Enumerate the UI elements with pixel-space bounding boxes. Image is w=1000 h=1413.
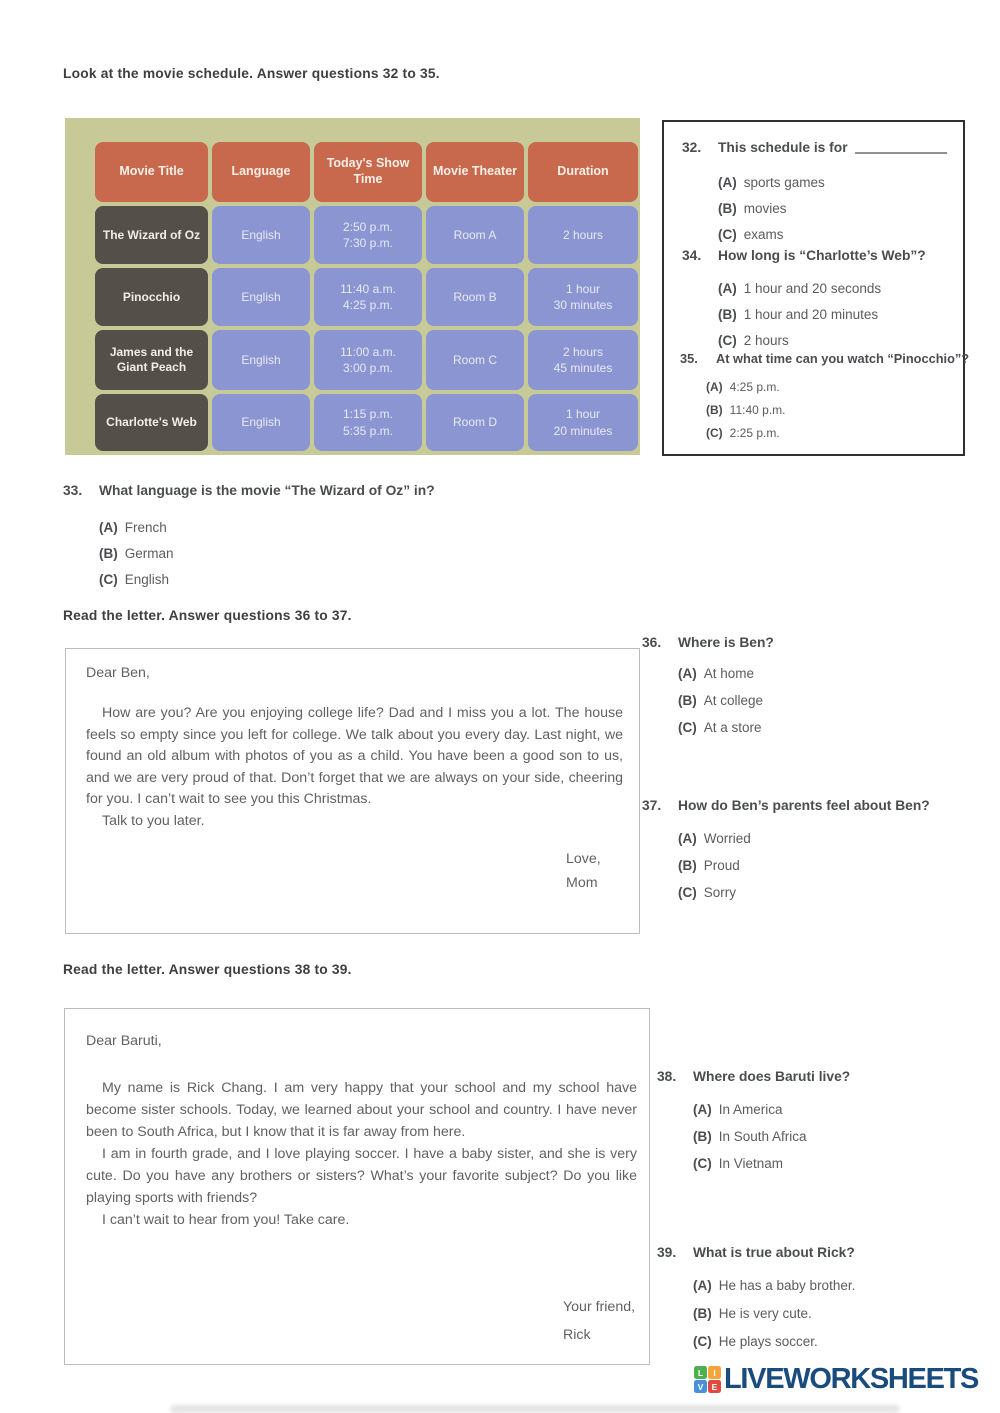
option-label: (A) bbox=[718, 175, 737, 190]
option-37-a[interactable] bbox=[678, 830, 930, 848]
option-36-c[interactable] bbox=[678, 719, 774, 737]
option-label: (A) bbox=[678, 831, 697, 846]
option-text: Sorry bbox=[703, 885, 737, 900]
language-cell: English bbox=[212, 206, 310, 264]
option-text: He has a baby brother. bbox=[718, 1278, 856, 1293]
showtime-cell bbox=[314, 268, 422, 326]
language-cell: English bbox=[212, 268, 310, 326]
option-label: (B) bbox=[706, 403, 723, 417]
question-number: 33. bbox=[63, 483, 83, 498]
logo-square-l: L bbox=[694, 1366, 707, 1379]
question-number: 37. bbox=[642, 798, 662, 813]
option-text: At college bbox=[703, 693, 764, 708]
option-text: At a store bbox=[703, 720, 762, 735]
letter-signer: Rick bbox=[563, 1327, 591, 1343]
showtime-line: 1:15 p.m. bbox=[342, 407, 394, 422]
duration-line: 2 hours bbox=[562, 344, 604, 359]
option-34-c[interactable] bbox=[718, 332, 926, 350]
question-32 bbox=[682, 138, 947, 244]
question-number: 34. bbox=[682, 248, 702, 263]
option-38-a[interactable] bbox=[693, 1101, 850, 1119]
liveworksheets-logo[interactable] bbox=[694, 1363, 979, 1395]
letter-signature bbox=[563, 1293, 635, 1349]
option-32-c[interactable] bbox=[718, 226, 947, 244]
option-text: He plays soccer. bbox=[718, 1334, 818, 1349]
answer-blank bbox=[855, 138, 947, 154]
option-34-b[interactable] bbox=[718, 306, 926, 324]
question-text: This schedule is for bbox=[718, 140, 848, 155]
letter-to-baruti bbox=[64, 1008, 650, 1365]
question-text: How do Ben’s parents feel about Ben? bbox=[678, 798, 930, 813]
movie-title-cell: Pinocchio bbox=[95, 268, 208, 326]
showtime-line: 3:00 p.m. bbox=[342, 361, 394, 375]
logo-square-e: E bbox=[708, 1380, 721, 1393]
col-header-show-time: Today's Show Time bbox=[314, 142, 422, 202]
option-label: (C) bbox=[693, 1334, 712, 1349]
logo-square-v: V bbox=[694, 1380, 707, 1393]
option-text: At home bbox=[703, 666, 755, 681]
theater-cell: Room D bbox=[426, 394, 524, 451]
movie-title-cell: James and the Giant Peach bbox=[95, 330, 208, 390]
letter-paragraph: How are you? Are you enjoying college life? Dad and I miss you a lot. The house feels so empty since you left for college. We talk about you every day. Last night, we found an old album with photos of you as a child. You have been a good son to us, and we are very proud of that. Don’t forget that we are always on your side, cheering for you. I can’t wait to see you this Christmas. bbox=[86, 705, 623, 807]
option-32-a[interactable] bbox=[718, 174, 947, 192]
option-label: (A) bbox=[99, 520, 118, 535]
option-text: French bbox=[124, 520, 167, 535]
option-32-b[interactable] bbox=[718, 200, 947, 218]
duration-cell bbox=[528, 330, 638, 390]
section-1-instruction: Look at the movie schedule. Answer questions 32 to 35. bbox=[63, 66, 440, 81]
option-37-c[interactable] bbox=[678, 884, 930, 902]
option-text: 1 hour and 20 seconds bbox=[743, 281, 882, 296]
duration-line: 45 minutes bbox=[553, 361, 613, 375]
letter-paragraph: Talk to you later. bbox=[102, 812, 205, 829]
duration-line: 20 minutes bbox=[553, 423, 613, 438]
option-text: He is very cute. bbox=[718, 1306, 812, 1321]
option-39-a[interactable] bbox=[693, 1277, 855, 1295]
duration-line: 30 minutes bbox=[553, 298, 613, 312]
question-number: 32. bbox=[682, 140, 702, 155]
col-header-language: Language bbox=[212, 142, 310, 202]
option-36-a[interactable] bbox=[678, 665, 774, 683]
letter-salutation: Dear Ben, bbox=[86, 665, 150, 681]
option-text: In America bbox=[718, 1102, 783, 1117]
question-text: Where does Baruti live? bbox=[693, 1069, 851, 1084]
showtime-line: 7:30 p.m. bbox=[342, 236, 394, 250]
question-37 bbox=[642, 796, 930, 902]
showtime-cell bbox=[314, 206, 422, 264]
col-header-movie-title: Movie Title bbox=[95, 142, 208, 202]
option-label: (A) bbox=[678, 666, 697, 681]
duration-line: 2 hours bbox=[562, 227, 604, 242]
option-label: (A) bbox=[693, 1278, 712, 1293]
letter-salutation: Dear Baruti, bbox=[86, 1033, 162, 1049]
question-39 bbox=[657, 1243, 855, 1351]
option-text: German bbox=[124, 546, 174, 561]
option-text: 2:25 p.m. bbox=[729, 426, 780, 440]
question-number: 38. bbox=[657, 1069, 677, 1084]
option-text: exams bbox=[743, 227, 784, 242]
question-number: 36. bbox=[642, 635, 662, 650]
option-33-c[interactable] bbox=[99, 571, 435, 589]
option-35-a[interactable] bbox=[706, 379, 969, 395]
option-35-b[interactable] bbox=[706, 402, 969, 418]
showtime-line: 4:25 p.m. bbox=[342, 298, 394, 312]
section-2-instruction: Read the letter. Answer questions 36 to 37. bbox=[63, 608, 352, 623]
question-34 bbox=[682, 246, 926, 350]
question-text: Where is Ben? bbox=[678, 635, 774, 650]
option-text: English bbox=[124, 572, 170, 587]
question-33 bbox=[63, 481, 435, 589]
movie-schedule-table bbox=[65, 118, 640, 455]
option-label: (C) bbox=[693, 1156, 712, 1171]
option-label: (A) bbox=[718, 281, 737, 296]
schedule-grid bbox=[95, 142, 640, 451]
letter-closing: Love, bbox=[566, 851, 601, 867]
option-39-b[interactable] bbox=[693, 1305, 855, 1323]
duration-cell bbox=[528, 394, 638, 451]
question-38 bbox=[657, 1067, 850, 1173]
logo-square-i: I bbox=[708, 1366, 721, 1379]
theater-cell: Room B bbox=[426, 268, 524, 326]
option-label: (B) bbox=[678, 693, 697, 708]
language-cell: English bbox=[212, 330, 310, 390]
question-36 bbox=[642, 633, 774, 737]
option-text: In Vietnam bbox=[718, 1156, 784, 1171]
duration-cell bbox=[528, 268, 638, 326]
scan-artifact bbox=[170, 1405, 900, 1413]
duration-line: 1 hour bbox=[565, 281, 601, 296]
movie-title-cell: Charlotte's Web bbox=[95, 394, 208, 451]
option-34-a[interactable] bbox=[718, 280, 926, 298]
question-text: What is true about Rick? bbox=[693, 1245, 855, 1260]
letter-signature bbox=[566, 847, 601, 895]
language-cell: English bbox=[212, 394, 310, 451]
option-label: (C) bbox=[706, 426, 723, 440]
section-3-instruction: Read the letter. Answer questions 38 to 39. bbox=[63, 962, 352, 977]
theater-cell: Room C bbox=[426, 330, 524, 390]
option-label: (C) bbox=[678, 885, 697, 900]
showtime-line: 5:35 p.m. bbox=[342, 423, 394, 438]
letter-closing: Your friend, bbox=[563, 1299, 636, 1315]
option-text: 11:40 p.m. bbox=[729, 403, 786, 417]
movie-title-cell: The Wizard of Oz bbox=[95, 206, 208, 264]
letter-signer: Mom bbox=[566, 875, 598, 891]
option-text: Proud bbox=[703, 858, 740, 873]
option-text: In South Africa bbox=[718, 1129, 807, 1144]
letter-to-ben bbox=[65, 648, 640, 934]
theater-cell: Room A bbox=[426, 206, 524, 264]
option-text: movies bbox=[743, 201, 787, 216]
showtime-line: 2:50 p.m. bbox=[342, 219, 394, 234]
duration-cell bbox=[528, 206, 638, 264]
col-header-theater: Movie Theater bbox=[426, 142, 524, 202]
showtime-cell bbox=[314, 330, 422, 390]
option-label: (B) bbox=[718, 201, 737, 216]
option-text: 1 hour and 20 minutes bbox=[743, 307, 879, 322]
option-text: 2 hours bbox=[743, 333, 789, 348]
option-label: (C) bbox=[99, 572, 118, 587]
option-text: Worried bbox=[703, 831, 751, 846]
option-label: (C) bbox=[718, 227, 737, 242]
option-label: (B) bbox=[718, 307, 737, 322]
option-label: (B) bbox=[99, 546, 118, 561]
duration-line: 1 hour bbox=[565, 407, 601, 422]
option-label: (B) bbox=[693, 1129, 712, 1144]
question-number: 39. bbox=[657, 1245, 677, 1260]
option-37-b[interactable] bbox=[678, 857, 930, 875]
question-text: How long is “Charlotte’s Web”? bbox=[718, 248, 926, 263]
option-label: (A) bbox=[706, 380, 723, 394]
option-text: sports games bbox=[743, 175, 825, 190]
option-39-c[interactable] bbox=[693, 1333, 855, 1351]
option-35-c[interactable] bbox=[706, 425, 969, 441]
option-text: 4:25 p.m. bbox=[729, 380, 780, 394]
option-label: (C) bbox=[718, 333, 737, 348]
letter-paragraph: My name is Rick Chang. I am very happy that your school and my school have become sister schools. Today, we learned about your school and country. I have never been to South Africa, but I know that it is far away from here. bbox=[86, 1080, 637, 1140]
question-text: What language is the movie “The Wizard of Oz” in? bbox=[99, 483, 435, 498]
option-38-b[interactable] bbox=[693, 1128, 850, 1146]
question-text: At what time can you watch “Pinocchio”? bbox=[716, 351, 970, 366]
logo-wordmark: LIVEWORKSHEETS bbox=[724, 1363, 979, 1395]
option-label: (A) bbox=[693, 1102, 712, 1117]
letter-paragraph: I am in fourth grade, and I love playing soccer. I have a baby sister, and she is very cute. Do you have any brothers or sisters? What’s your favorite subject? Do you like playing sports with friends? bbox=[86, 1146, 637, 1206]
option-33-b[interactable] bbox=[99, 545, 435, 563]
showtime-line: 11:40 a.m. bbox=[340, 281, 396, 296]
option-label: (B) bbox=[693, 1306, 712, 1321]
question-number: 35. bbox=[680, 351, 698, 366]
showtime-line: 11:00 a.m. bbox=[340, 344, 396, 359]
showtime-cell bbox=[314, 394, 422, 451]
question-35 bbox=[680, 350, 969, 441]
option-36-b[interactable] bbox=[678, 692, 774, 710]
option-38-c[interactable] bbox=[693, 1155, 850, 1173]
option-label: (B) bbox=[678, 858, 697, 873]
option-33-a[interactable] bbox=[99, 519, 435, 537]
option-label: (C) bbox=[678, 720, 697, 735]
liveworksheets-icon bbox=[694, 1366, 721, 1393]
letter-paragraph: I can’t wait to hear from you! Take care. bbox=[102, 1212, 350, 1228]
col-header-duration: Duration bbox=[528, 142, 638, 202]
